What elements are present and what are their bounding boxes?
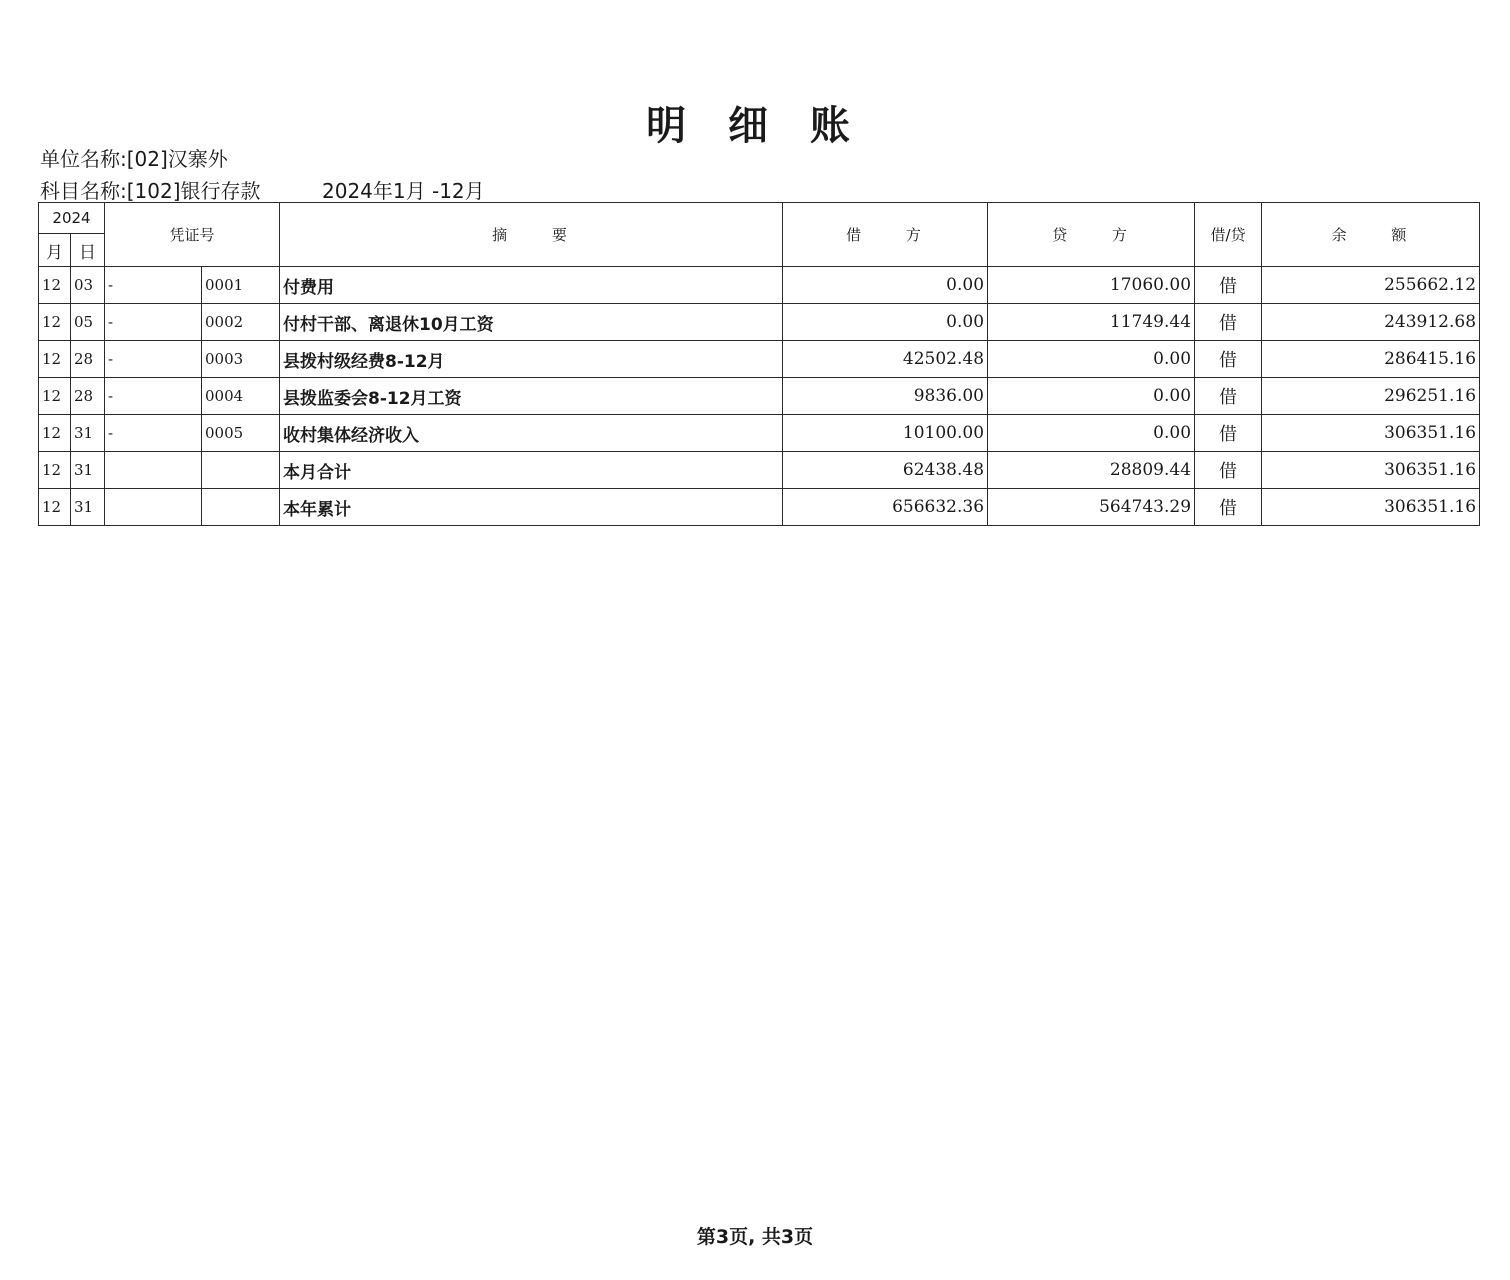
header-year: 2024	[39, 203, 105, 234]
subject-name	[40, 175, 261, 204]
cell-month: 12	[39, 304, 71, 341]
cell-debit: 10100.00	[783, 415, 988, 452]
cell-voucher-no: 0002	[202, 304, 280, 341]
header-direction: 借/贷	[1195, 203, 1262, 267]
cell-debit: 42502.48	[783, 341, 988, 378]
cell-summary: 县拨村级经费8-12月	[280, 341, 783, 378]
cell-balance: 306351.16	[1262, 489, 1480, 526]
ledger-table	[38, 202, 1480, 526]
cell-summary: 付村干部、离退休10月工资	[280, 304, 783, 341]
cell-direction: 借	[1195, 415, 1262, 452]
unit-name-value: [02]汉寨外	[126, 147, 228, 171]
cell-day: 28	[71, 341, 105, 378]
ledger-header	[39, 203, 1480, 267]
cell-voucher-no: 0005	[202, 415, 280, 452]
cell-summary: 本月合计	[280, 452, 783, 489]
cell-month: 12	[39, 415, 71, 452]
table-row	[39, 304, 1480, 341]
cell-balance: 255662.12	[1262, 267, 1480, 304]
cell-direction: 借	[1195, 378, 1262, 415]
cell-debit: 0.00	[783, 304, 988, 341]
unit-name-label: 单位名称:	[40, 147, 127, 171]
cell-summary: 本年累计	[280, 489, 783, 526]
page-footer: 第3页, 共3页	[696, 1226, 814, 1248]
cell-day: 31	[71, 489, 105, 526]
cell-voucher-type	[105, 489, 202, 526]
ledger-body	[39, 267, 1480, 526]
cell-month: 12	[39, 452, 71, 489]
cell-day: 31	[71, 415, 105, 452]
cell-debit: 0.00	[783, 267, 988, 304]
cell-day: 03	[71, 267, 105, 304]
cell-credit: 0.00	[988, 378, 1195, 415]
table-row	[39, 341, 1480, 378]
subject-name-label: 科目名称:	[40, 179, 127, 203]
cell-voucher-type: -	[105, 378, 202, 415]
cell-balance: 243912.68	[1262, 304, 1480, 341]
cell-month: 12	[39, 341, 71, 378]
header-month: 月	[39, 234, 71, 267]
cell-credit: 0.00	[988, 341, 1195, 378]
cell-credit: 17060.00	[988, 267, 1195, 304]
cell-voucher-no: 0004	[202, 378, 280, 415]
page-title: 明 细 账	[646, 103, 864, 149]
table-row	[39, 378, 1480, 415]
table-row	[39, 267, 1480, 304]
cell-voucher-type: -	[105, 304, 202, 341]
cell-day: 31	[71, 452, 105, 489]
table-row	[39, 415, 1480, 452]
cell-debit: 62438.48	[783, 452, 988, 489]
cell-direction: 借	[1195, 267, 1262, 304]
header-summary: 摘 要	[280, 203, 783, 267]
cell-debit: 9836.00	[783, 378, 988, 415]
cell-debit: 656632.36	[783, 489, 988, 526]
cell-direction: 借	[1195, 304, 1262, 341]
cell-credit: 564743.29	[988, 489, 1195, 526]
cell-voucher-no: 0003	[202, 341, 280, 378]
cell-credit: 0.00	[988, 415, 1195, 452]
cell-voucher-no	[202, 452, 280, 489]
cell-balance: 286415.16	[1262, 341, 1480, 378]
cell-balance: 296251.16	[1262, 378, 1480, 415]
cell-voucher-no	[202, 489, 280, 526]
cell-credit: 28809.44	[988, 452, 1195, 489]
table-row-year-total	[39, 489, 1480, 526]
header-debit: 借 方	[783, 203, 988, 267]
cell-summary: 付费用	[280, 267, 783, 304]
header-credit: 贷 方	[988, 203, 1195, 267]
cell-voucher-type: -	[105, 341, 202, 378]
cell-balance: 306351.16	[1262, 415, 1480, 452]
cell-day: 28	[71, 378, 105, 415]
cell-month: 12	[39, 378, 71, 415]
cell-balance: 306351.16	[1262, 452, 1480, 489]
period-range: 2024年1月 -12月	[322, 179, 485, 203]
cell-day: 05	[71, 304, 105, 341]
cell-summary: 县拨监委会8-12月工资	[280, 378, 783, 415]
header-day: 日	[71, 234, 105, 267]
cell-month: 12	[39, 489, 71, 526]
subject-name-value: [102]银行存款	[126, 179, 261, 203]
header-balance: 余 额	[1262, 203, 1480, 267]
cell-month: 12	[39, 267, 71, 304]
table-row-month-total	[39, 452, 1480, 489]
cell-credit: 11749.44	[988, 304, 1195, 341]
cell-voucher-type	[105, 452, 202, 489]
header-voucher: 凭证号	[105, 203, 280, 267]
cell-direction: 借	[1195, 489, 1262, 526]
cell-voucher-type: -	[105, 415, 202, 452]
cell-direction: 借	[1195, 452, 1262, 489]
cell-voucher-no: 0001	[202, 267, 280, 304]
cell-direction: 借	[1195, 341, 1262, 378]
cell-summary: 收村集体经济收入	[280, 415, 783, 452]
unit-name	[40, 143, 228, 172]
cell-voucher-type: -	[105, 267, 202, 304]
